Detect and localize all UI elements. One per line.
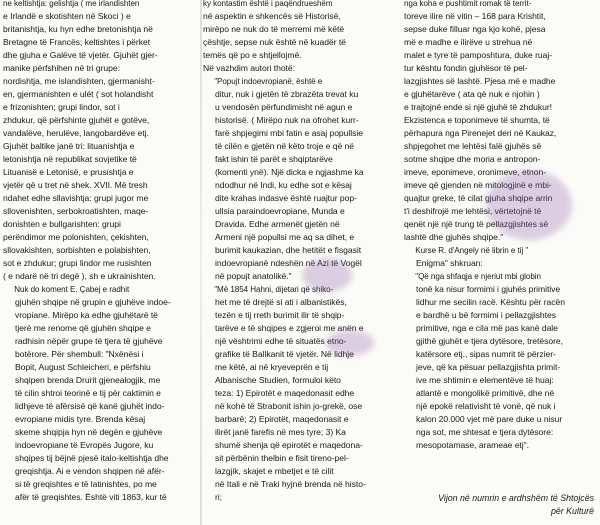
text-line: dite krahas indasve është ruajtur pop- [215, 193, 357, 203]
text-line: me këtë, ai në kryeveprën e tij [215, 362, 329, 372]
text-line: e bardhë u bë formimi i pellazgjishtes [416, 310, 556, 320]
text-line: qenët një një trung të pellazgjishtes së [404, 219, 549, 229]
text-line: ( e ndarë në tri degë ), sh e ukrainishten. [3, 271, 156, 281]
ink-stamp-smudge [326, 330, 374, 356]
text-line: në Itali e në Traki hyjnë brenda në histo- [215, 479, 366, 489]
text-line: barbarë; 2) Epirotët, maqedonasit e [215, 414, 349, 424]
text-line: evropiane midis tyre. Brenda kësaj [15, 414, 146, 424]
text-line: Bretagne të Francës; keltishtes i përket [3, 37, 151, 47]
text-line: "Popujt indoevropianë, është e [214, 76, 323, 86]
text-line: t'i deshifrojë me lehtësi, vërtetojnë të [404, 206, 542, 216]
text-line: fakt ishin të parët e shqiptarëve [215, 154, 333, 164]
text-line: përhapura nga Pirenejet deri në Kaukaz, [404, 128, 557, 138]
text-line: Nuk do koment E. Çabej e radhit [14, 284, 130, 294]
text-line: shpjegohet me lehtësi falë gjuhës së [404, 141, 542, 151]
article-paragraph [203, 75, 393, 283]
text-line: më e madhe e ilirëve u strehua në [404, 37, 533, 47]
text-line: farë shpjegimi mbi fatin e asaj popullsie [215, 128, 363, 138]
text-line: temës që po e shtjellojmë. [203, 50, 302, 60]
text-line: Gjuhët baltike janë tri: lituanishtja e [3, 141, 135, 151]
text-line: afër të greqishtes. Është viti 1863, kur të [15, 492, 167, 502]
text-line: në popujt anatolikë." [215, 271, 292, 281]
text-line: vjetër që u tret në shek. XVII. Më tresh [3, 180, 148, 190]
text-line: ndodhur në Indi, ku edhe sot e kësaj [215, 180, 352, 190]
article-paragraph [404, 270, 597, 452]
text-line: katërsore etj., sipas numrit të përzier- [416, 349, 556, 359]
text-line: manike përfshihen në tri grupe: [3, 63, 120, 73]
text-line: lidhur me secilin racë. Kështu për racën [416, 297, 565, 307]
continuation-note-line: për Kulturë [550, 506, 594, 516]
text-line: toreve ilire në vitin – 168 para Krishtit, [404, 11, 546, 21]
text-line: tezën e tij rreth burimit ilir të shqip- [215, 310, 345, 320]
text-line: vandalëve, herulëve, langobardëve etj. [3, 128, 149, 138]
text-line: ne keltishtja: gelishtja ( me irlandishten [3, 0, 140, 8]
text-line: lazgjik, skajet e mbetjet e të cilit [215, 466, 334, 476]
text-line: primitive, nga e cila më pas kanë dale [416, 323, 558, 333]
text-line: ri; [215, 492, 223, 502]
text-line: Armeni një popullsi me aq sa dihet, e [215, 232, 355, 242]
text-line: tarëve e të shqipes e zgjeroi me anën e [215, 323, 364, 333]
text-line: het me të drejtë si ati i albanistikës, [215, 297, 347, 307]
text-line: indoevropiane të Evropës Jugore, ku [15, 440, 154, 450]
text-line: e Irlandë e skotishten në Skoci ) e [3, 11, 131, 21]
text-line: një vështrimi edhe të situatës etno- [215, 336, 347, 346]
text-line: sit përbënin thelbin e fisit tireno-pel- [215, 453, 349, 463]
text-line: në kohë të Strabonit ishin jo-grekë, ose [215, 401, 363, 411]
text-line: ilirët janë farefis në mes tyre; 3) Ka [215, 427, 346, 437]
text-line: ive me shtimin e elementëve të huaj: [416, 375, 554, 385]
article-paragraph [203, 0, 393, 75]
text-line: Ekzistenca e toponimeve të shumta, të [404, 115, 550, 125]
text-line: (komenti ynë). Një dicka e ngjashme ka [215, 167, 364, 177]
column-fold-shadow [200, 0, 202, 525]
text-line: gjuhën shqipe në grupin e gjuhëve indoe- [15, 297, 171, 307]
continuation-note-line: Vijon në numrin e ardhshëm të Shtojcës [438, 493, 594, 503]
text-line: tur kështu fondin gjuhësor të pel- [404, 63, 528, 73]
text-line: Albanische Studien, formuloi këto [215, 375, 341, 385]
text-line: u vendosën përfundimisht në agun e [215, 102, 353, 112]
text-line: gjithë gjuhët e tjera dytësore, tretësore, [416, 336, 563, 346]
text-line: mesopotamase, arameae etj". [416, 440, 530, 450]
text-line: greqishtja. Ai e vendon shqipen në afër- [15, 466, 165, 476]
text-line: Dravida. Edhe armenët gjetën në [215, 219, 340, 229]
text-line: historisë. ( Mirëpo nuk na ofrohet kurr- [215, 115, 359, 125]
text-line: ditur, nuk i gjetën të zbrazëta trevat ku [215, 89, 359, 99]
text-line: grafike të Ballkanit të vjetër. Në lidhje [215, 349, 354, 359]
text-line: në aspektin e shkencës së Historisë, [203, 11, 341, 21]
text-line: lashtë dhe gjuhës shqipe." [404, 232, 504, 242]
text-line: si të greqishtes e të latinishtes, po me [15, 479, 157, 489]
text-column-3 [404, 0, 597, 517]
text-line: sepse duke filluar nga kjo kohë, pjesa [404, 24, 546, 34]
text-line: shqipen brenda Drurit gjenealogjik, me [15, 375, 161, 385]
text-line: atlantë e mongolikë primitivë, dhe në [416, 388, 555, 398]
text-line: çështje, sepse nuk është në kuadër të [203, 37, 346, 47]
text-line: botërore. Për shembull: "Nxënësi i [15, 349, 144, 359]
text-line: shqipes tij bëjnë pjesë italo-keltishtja dhe [15, 453, 169, 463]
text-line: nga koha e pushtimit romak të territ- [404, 0, 532, 8]
text-line: Enigma" shkruan: [416, 258, 483, 268]
text-line: ullsia paraindoevropiane, Munda e [215, 206, 345, 216]
text-line: malet e tyre të pamposhtura, duke ruaj- [404, 50, 553, 60]
text-line: ky kontastim është i paqëndrueshëm [203, 0, 333, 8]
text-line: jeve, që ka pësuar pellazgjishta primit- [416, 362, 561, 372]
text-line: radhisin nëpër grupe të tjera të gjuhëve [15, 336, 163, 346]
text-line: tonë ka nisur formimi i gjuhës primitive [416, 284, 561, 294]
text-line: "Më 1854 Hahni, dijetari që shiko- [214, 284, 334, 294]
text-line: të cilin shtroi teorinë e tij për caktimin e [15, 388, 161, 398]
text-line: kalon 20.000 vjet më pare duke u nisur [416, 414, 563, 424]
text-line: të cilën e gjetën në këto troje e që në [215, 141, 354, 151]
text-line: letonishtja në republikat sovjetike të [3, 154, 137, 164]
text-line: e trajtojnë ende si një gjuhë të zhdukur! [404, 102, 552, 112]
text-line: en, gjermanishten e ulët ( sot holandisht [3, 89, 154, 99]
text-line: burimit kaukazian, dhe hetitët e fisgasit [215, 245, 362, 255]
text-column-1 [3, 0, 193, 517]
text-line: imeve që gjenden në mitologjinë e mbi- [404, 180, 552, 190]
article-paragraph [404, 244, 597, 270]
text-line: quajtur greke, të cilat gjuha shqipe arrin [404, 193, 553, 203]
text-line: tjerë me renome që gjuhën shqipe e [15, 323, 151, 333]
continuation-note [404, 492, 594, 518]
text-line: donishten e bullgarishten: grupi [3, 219, 121, 229]
text-line: teza: 1) Epirotët e maqedonasit edhe [215, 388, 355, 398]
text-line: Në vazhdim autori thotë: [203, 63, 295, 73]
text-line: lazgjishtes së lashtë. Pjesa më e madhe [404, 76, 556, 86]
article-paragraph [203, 283, 393, 504]
text-line: Kurse R. d'Angely në librin e tij " [415, 245, 529, 255]
text-line: shumë shenja që epirotët e maqedona- [215, 440, 363, 450]
text-line: një epokë relativisht të vonë, që nuk i [416, 401, 556, 411]
text-line: zhdukur, që përfshinte gjuhët e gotëve, [3, 115, 150, 125]
text-line: vropiane. Mirëpo ka edhe gjuhëtarë të [15, 310, 158, 320]
text-line: e gjuhëtarëve ( ata që nuk e njohin ) [404, 89, 540, 99]
article-paragraph [3, 283, 193, 504]
text-line: mirëpo ne nuk do të merremi më këtë [203, 24, 345, 34]
text-line: skeme shqipja hyn në degën e gjuhëve [15, 427, 163, 437]
text-line: dhe gjuha e Galëve të vjetër. Gjuhët gjer- [3, 50, 158, 60]
text-line: Bopit, August Schleicheri, e përfshiu [15, 362, 151, 372]
text-line: imeve, eponimeve, oronimeve, etnon- [404, 167, 547, 177]
text-line: nga sot, me shtesat e tjera dytësore: [416, 427, 554, 437]
text-line: lidhjeve të afërsisë që kanë gjuhët indo- [15, 401, 165, 411]
text-line: britanishtja, ku hyn edhe bretonishtja në [3, 24, 153, 34]
text-line: sotme shqipe dhe moria e antropon- [404, 154, 541, 164]
text-line: nordishtja, me islandishten, gjermanisht- [3, 76, 155, 86]
text-line: "Që nga shfaqja e njeriut mbi globin [415, 271, 541, 281]
text-line: Lituanisë e Letonisë, e prusishtja e [3, 167, 134, 177]
text-line: sot e zhdukur; grupi lindor me rusishten [3, 258, 152, 268]
ink-stamp-smudge [486, 170, 572, 240]
text-column-2 [203, 0, 393, 517]
article-paragraph [3, 0, 193, 283]
text-line: sllovenishten, serbokroatishten, maqe- [3, 206, 149, 216]
text-line: e frizonishten; grupi lindor, sot i [3, 102, 120, 112]
text-line: perëndimor me polonishten, çekishten, [3, 232, 149, 242]
ink-stamp-smudge [302, 258, 352, 292]
text-line: sllovakishten, sorbishten e polabishten, [3, 245, 151, 255]
text-line: ndahet edhe sllavishtja: grupi jugor me [3, 193, 149, 203]
text-line: indoevropianë ndeshën në Azi të Vogël [215, 258, 362, 268]
